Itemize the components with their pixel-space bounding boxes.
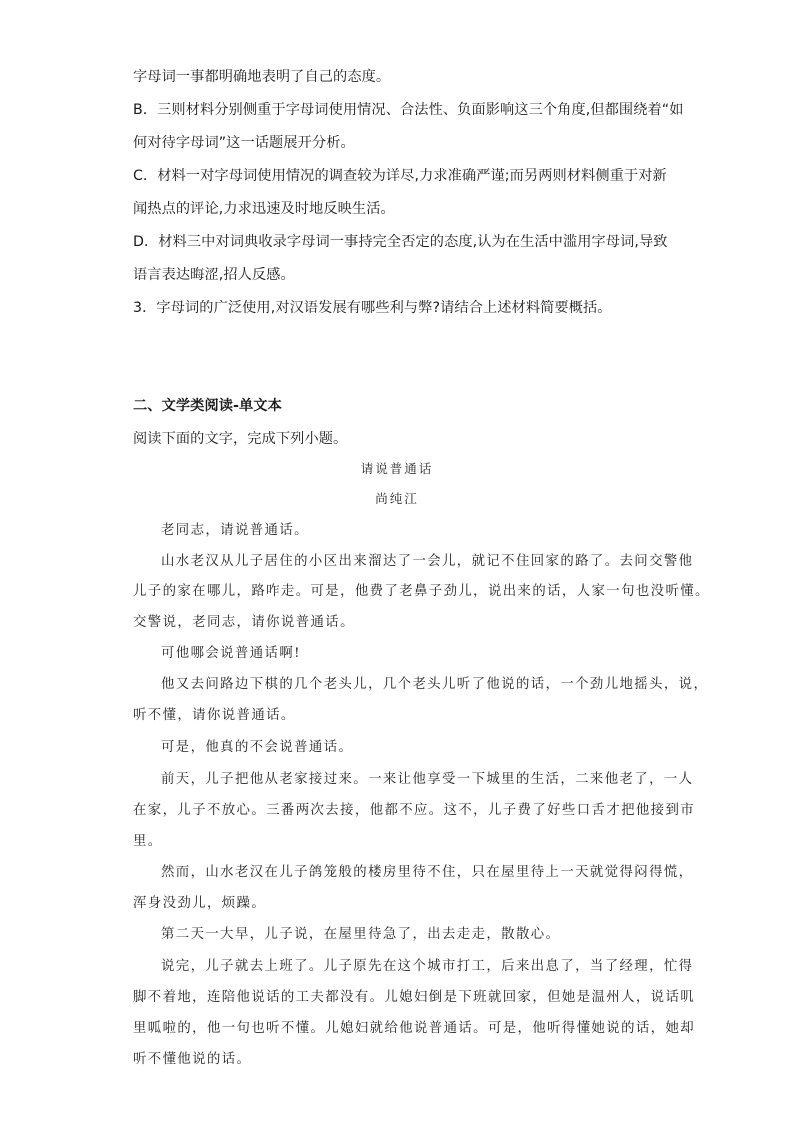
section-instruction: 阅读下面的文字，完成下列小题。 xyxy=(133,431,348,447)
story-author: 尚纯江 xyxy=(375,491,419,506)
story-line: 可他哪会说普通话啊! xyxy=(161,646,301,661)
text-line: 字母词一事都明确地表明了自己的态度。 xyxy=(133,69,391,85)
story-line: 在家，儿子不放心。三番两次去接，他都不应。这不，儿子费了好些口舌才把他接到市 xyxy=(133,803,696,818)
story-line: 听不懂，请你说普通话。 xyxy=(133,708,296,723)
story-line: 儿子的家在哪儿，路咋走。可是，他费了老鼻子劲儿，说出来的话，人家一句也没听懂。 xyxy=(133,584,710,599)
story-line: 浑身没劲儿，烦躁。 xyxy=(133,896,267,911)
story-line: 前天，儿子把他从老家接过来。一来让他享受一下城里的生活，二来他老了，一人 xyxy=(161,772,694,787)
story-line: 老同志，请说普通话。 xyxy=(161,523,309,538)
option-c-line2: 闻热点的评论,力求迅速及时地反映生活。 xyxy=(133,201,395,217)
story-line: 说完，儿子就去上班了。儿子原先在这个城市打工，后来出息了，当了经理，忙得 xyxy=(161,959,694,974)
story-line: 交警说，老同志，请你说普通话。 xyxy=(133,615,355,630)
story-line: 可是，他真的不会说普通话。 xyxy=(161,740,354,755)
story-line: 里呱啦的，他一句也听不懂。儿媳妇就给他说普通话。可是，他听得懂她说的话，她却 xyxy=(133,1021,696,1036)
option-d-line2: 语言表达晦涩,招人反感。 xyxy=(133,267,295,283)
option-d-line1: D．材料三中对词典收录字母词一事持完全否定的态度,认为在生活中滥用字母词,导致 xyxy=(133,234,668,250)
story-title: 请说普通话 xyxy=(360,461,434,476)
option-c-line1: C．材料一对字母词使用情况的调查较为详尽,力求准确严谨;而另两则材料侧重于对新 xyxy=(133,168,667,184)
section-heading: 二、文学类阅读-单文本 xyxy=(133,398,282,414)
option-b-line1: B．三则材料分别侧重于字母词使用情况、合法性、负面影响这三个角度,但都围绕着“如 xyxy=(133,102,684,118)
question-3: 3．字母词的广泛使用,对汉语发展有哪些利与弊?请结合上述材料简要概括。 xyxy=(133,300,612,316)
story-line: 脚不着地，连陪他说话的工夫都没有。儿媳妇倒是下班就回家，但她是温州人，说话叽 xyxy=(133,990,696,1005)
story-line: 听不懂他说的话。 xyxy=(133,1052,252,1067)
story-line: 他又去问路边下棋的几个老头儿，几个老头儿听了他说的话，一个劲儿地摇头，说， xyxy=(161,677,709,692)
story-line: 第二天一大早，儿子说，在屋里待急了，出去走走，散散心。 xyxy=(161,927,561,942)
story-line: 里。 xyxy=(133,834,163,849)
story-line: 山水老汉从儿子居住的小区出来溜达了一会儿，就记不住回家的路了。去问交警他 xyxy=(161,554,694,569)
story-line: 然而，山水老汉在儿子鸽笼般的楼房里待不住，只在屋里待上一天就觉得闷得慌， xyxy=(161,865,694,880)
option-b-line2: 何对待字母词”这一话题展开分析。 xyxy=(133,135,355,151)
